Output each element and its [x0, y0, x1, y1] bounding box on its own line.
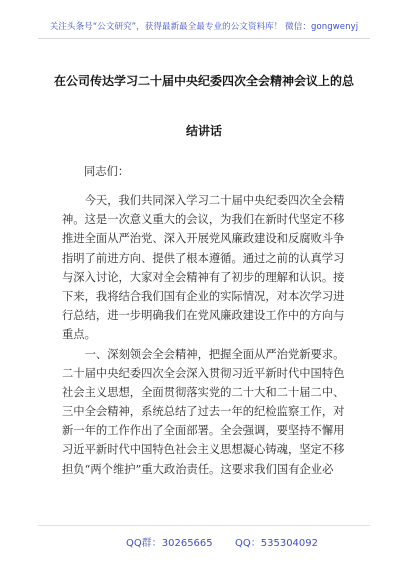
body-line: 三中全会精神，系统总结了过去一年的纪检监察工作，对 [62, 405, 345, 419]
footer [0, 534, 408, 548]
body-line: 今天，我们共同深入学习二十届中央纪委四次全会精 [62, 194, 345, 207]
greeting: 同志们： [84, 165, 130, 178]
body-line: 二十届中央纪委四次全会深入贯彻习近平新时代中国特色 [62, 366, 345, 380]
body-line: 担负“两个维护”重大政治责任。这要求我们国有企业必 [62, 462, 334, 476]
header-divider [38, 38, 370, 39]
body-line: 下来，我将结合我们国有企业的实际情况，对本次学习进 [62, 289, 345, 303]
body-line: 推进全面从严治党、深入开展党风廉政建设和反腐败斗争 [62, 232, 345, 246]
body-line: 社会主义思想，全面贯彻落实党的二十大和二十届二中、 [62, 385, 345, 399]
body-line: 与深入讨论，大家对全会精神有了初步的理解和认识。接 [62, 270, 345, 284]
body-line: 习近平新时代中国特色社会主义思想凝心铸魂，坚定不移 [62, 443, 345, 457]
footer-qq-group: QQ群：30265665 [126, 538, 213, 549]
footer-qq-number: QQ：535304092 [235, 538, 319, 549]
footer-divider [38, 525, 370, 526]
body-line: 新一年的工作作出了全面部署。全会强调，要坚持不懈用 [62, 424, 345, 438]
body-line: 指明了前进方向、提供了根本遵循。通过之前的认真学习 [62, 251, 345, 265]
header-banner: 关注头条号“公文研究”，获得最新最全最专业的公文资料库！ 微信：gongwenyj [49, 22, 359, 32]
body-line: 一、深刻领会全会精神，把握全面从严治党新要求。 [62, 347, 345, 361]
body-line: 重点。 [62, 328, 96, 342]
body-line: 行总结，进一步明确我们在党风廉政建设工作中的方向与 [62, 309, 345, 323]
document-title-line-1: 在公司传达学习二十届中央纪委四次全会精神会议上的总 [53, 74, 354, 88]
body-paragraphs [62, 191, 352, 479]
document-title-line-2: 结讲话 [185, 124, 222, 138]
body-line: 神。这是一次意义重大的会议，为我们在新时代坚定不移 [62, 213, 345, 227]
